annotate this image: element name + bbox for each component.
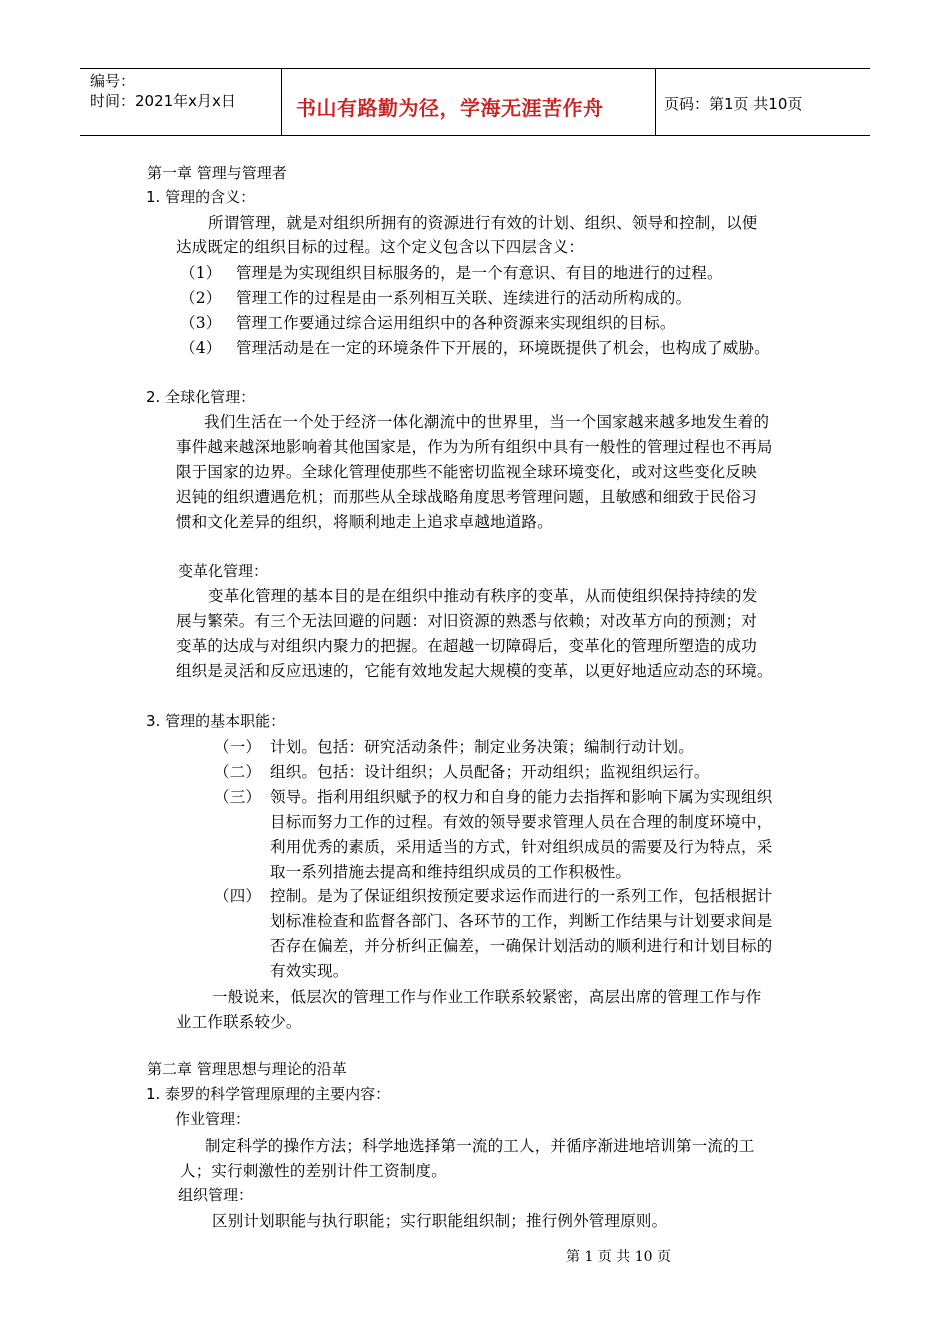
function-4-line2: 划标准检查和监督各部门、各环节的工作，判断工作结果与计划要求间是: [270, 912, 773, 930]
function-4-line1: 控制。是为了保证组织按预定要求运作而进行的一系列工作，包括根据计: [270, 887, 773, 905]
section3-heading: 3. 管理的基本职能：: [146, 712, 286, 730]
function-4-line4: 有效实现。: [270, 962, 349, 980]
list-item-2-text: 管理工作的过程是由一系列相互关联、连续进行的活动所构成的。: [236, 289, 692, 307]
change-management-line3: 变革的达成与对组织内聚力的把握。在超越一切障碍后，变革化的管理所塑造的成功: [176, 637, 757, 655]
function-3-line4: 取一系列措施去提高和维持组织成员的工作积极性。: [270, 863, 632, 881]
chapter2-title: 第二章 管理思想与理论的沿革: [147, 1060, 347, 1078]
globalization-line5: 惯和文化差异的组织，将顺利地走上追求卓越地道路。: [176, 513, 553, 531]
ch2-section1-heading: 1. 泰罗的科学管理原理的主要内容：: [146, 1085, 391, 1103]
globalization-line4: 迟钝的组织遭遇危机；而那些从全球战略角度思考管理问题，且敏感和细致于民俗习: [176, 488, 757, 506]
section1-heading: 1. 管理的含义：: [146, 188, 256, 206]
header-time-label: 时间：2021年x月x日: [90, 92, 236, 110]
function-2-number: （二）: [214, 763, 262, 781]
globalization-line1: 我们生活在一个处于经济一体化潮流中的世界里，当一个国家越来越多地发生着的: [204, 413, 770, 431]
function-3-line3: 利用优秀的素质，采用适当的方式，针对组织成员的需要及行为特点，采: [270, 838, 773, 856]
organization-management-heading: 组织管理：: [178, 1186, 254, 1204]
list-item-4-text: 管理活动是在一定的环境条件下开展的，环境既提供了机会，也构成了威胁。: [236, 339, 770, 357]
change-management-heading: 变革化管理：: [178, 562, 269, 580]
section2-heading: 2. 全球化管理：: [146, 388, 256, 406]
header-divider-right: [655, 68, 656, 136]
header-page-label: 页码：第1页 共10页: [664, 95, 803, 113]
operation-management-line1: 制定科学的操作方法；科学地选择第一流的工人，并循序渐进地培训第一流的工: [205, 1137, 755, 1155]
chapter1-title: 第一章 管理与管理者: [147, 164, 287, 182]
list-item-1-text: 管理是为实现组织目标服务的，是一个有意识、有目的地进行的过程。: [236, 264, 723, 282]
list-item-3-number: （3）: [180, 314, 222, 332]
list-item-3-text: 管理工作要通过综合运用组织中的各种资源来实现组织的目标。: [236, 314, 676, 332]
operation-management-heading: 作业管理：: [175, 1110, 251, 1128]
change-management-line1: 变革化管理的基本目的是在组织中推动有秩序的变革，从而使组织保持持续的发: [208, 587, 758, 605]
section1-paragraph-line1: 所谓管理，就是对组织所拥有的资源进行有效的计划、组织、领导和控制，以便: [208, 214, 758, 232]
function-1-text: 计划。包括：研究活动条件；制定业务决策；编制行动计划。: [270, 738, 694, 756]
function-1-number: （一）: [214, 738, 262, 756]
header-motto: 书山有路勤为径，学海无涯苦作舟: [296, 96, 604, 120]
organization-management-line1: 区别计划职能与执行职能；实行职能组织制；推行例外管理原则。: [212, 1212, 668, 1230]
function-3-number: （三）: [214, 788, 262, 806]
header-top-border: [80, 68, 870, 69]
function-3-line2: 目标而努力工作的过程。有效的领导要求管理人员在合理的制度环境中，: [270, 813, 773, 831]
function-2-text: 组织。包括：设计组织；人员配备；开动组织；监视组织运行。: [270, 763, 710, 781]
globalization-line3: 限于国家的边界。全球化管理使那些不能密切监视全球环境变化，或对这些变化反映: [176, 463, 757, 481]
header-number-label: 编号：: [90, 72, 136, 90]
function-4-line3: 否存在偏差，并分析纠正偏差，一确保计划活动的顺利进行和计划目标的: [270, 937, 773, 955]
summary-line1: 一般说来，低层次的管理工作与作业工作联系较紧密，高层出席的管理工作与作: [212, 988, 762, 1006]
function-3-line1: 领导。指利用组织赋予的权力和自身的能力去指挥和影响下属为实现组织: [270, 788, 773, 806]
list-item-1-number: （1）: [180, 264, 222, 282]
change-management-line4: 组织是灵活和反应迅速的，它能有效地发起大规模的变革，以更好地适应动态的环境。: [176, 662, 773, 680]
footer-page-number: 第 1 页 共 10 页: [566, 1249, 671, 1265]
header-divider-left: [281, 68, 282, 136]
function-4-number: （四）: [214, 887, 262, 905]
list-item-4-number: （4）: [180, 339, 222, 357]
list-item-2-number: （2）: [180, 289, 222, 307]
operation-management-line2: 人；实行刺激性的差别计件工资制度。: [180, 1162, 447, 1180]
globalization-line2: 事件越来越深地影响着其他国家是，作为为所有组织中具有一般性的管理过程也不再局: [176, 438, 773, 456]
summary-line2: 业工作联系较少。: [176, 1013, 302, 1031]
change-management-line2: 展与繁荣。有三个无法回避的问题：对旧资源的熟悉与依赖；对改革方向的预测；对: [176, 612, 757, 630]
section1-paragraph-line2: 达成既定的组织目标的过程。这个定义包含以下四层含义：: [176, 238, 585, 256]
header-bottom-border: [80, 135, 870, 136]
